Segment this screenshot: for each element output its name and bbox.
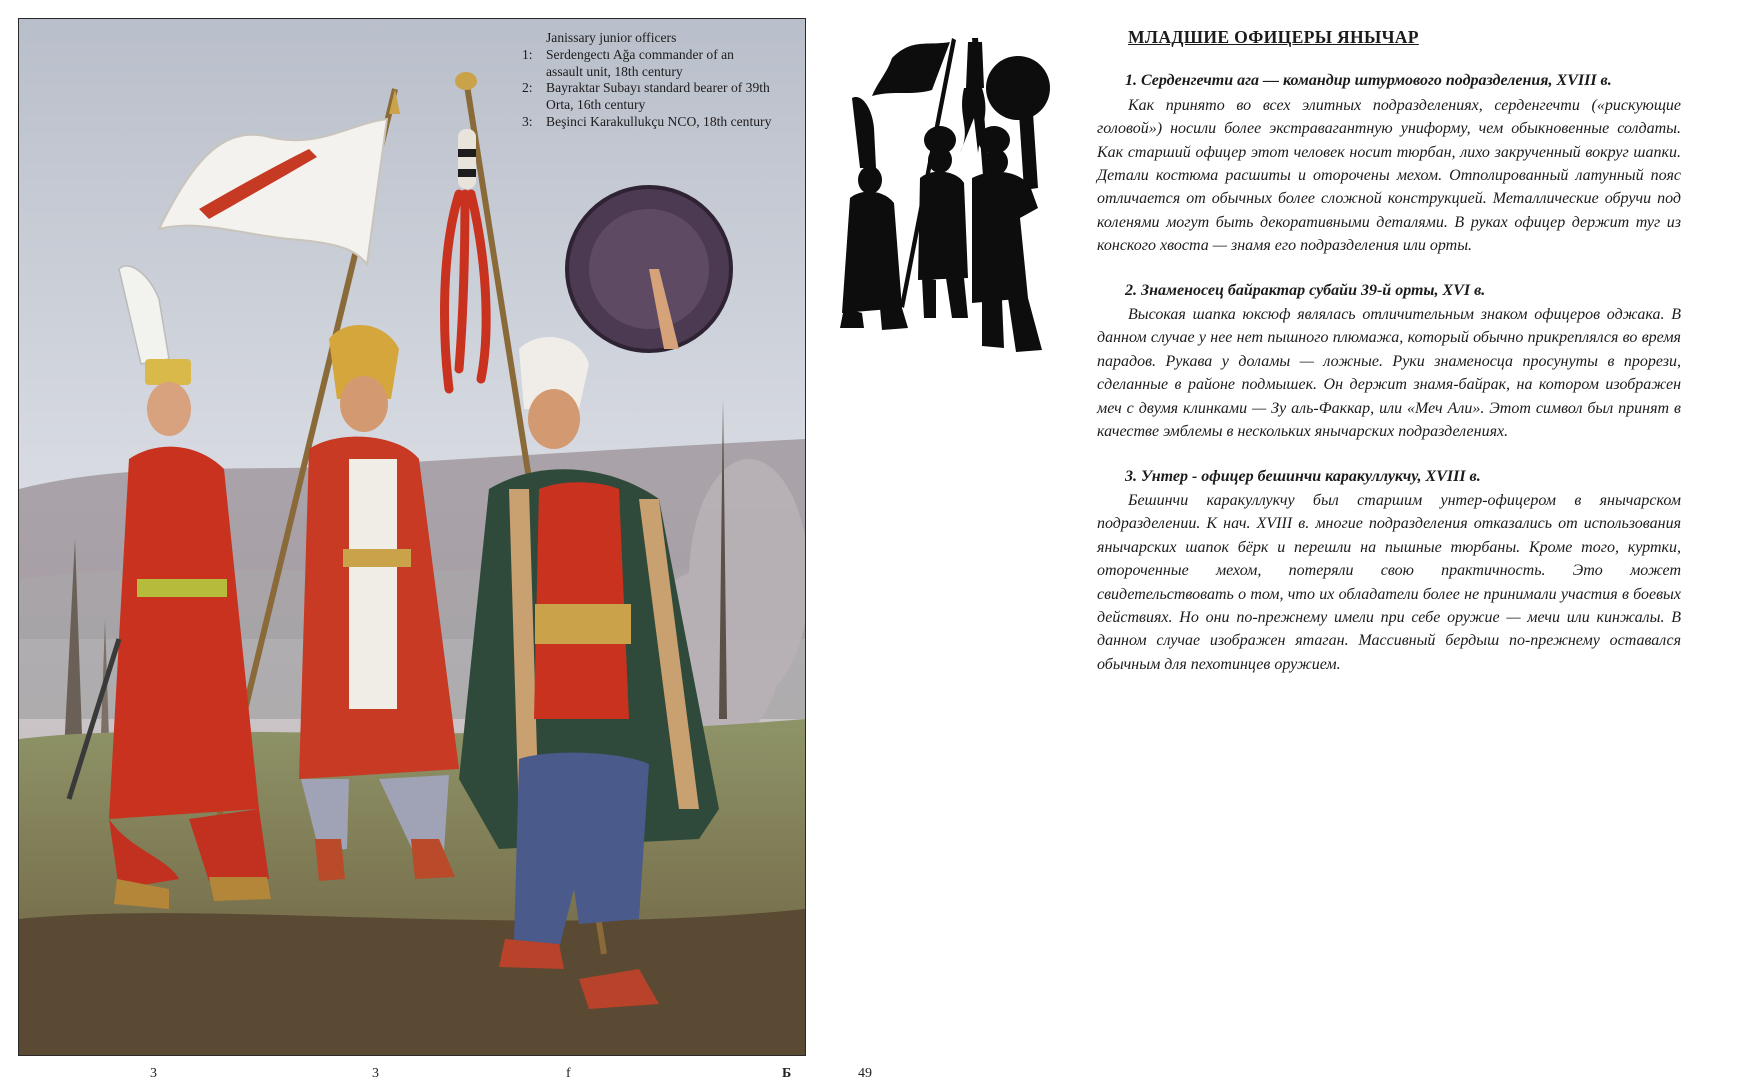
footer-fragment: f [566, 1066, 571, 1081]
silhouette-drawing [832, 28, 1084, 368]
section-body: Высокая шапка юксюф являлась отличительным знаком офицеров оджака. В данном случае у нее нет пышного плюмажа, который обычно прикреплялся во время парадов. Рукава у доламы — ложные. Руки знаменосца просунуты в прорези, сделанные в районе подмышек. Он держит знамя-байрак, на котором изображен меч с двумя клинками — Зу аль-Факкар, или «Меч Али». Этот символ был принят в качестве эмблемы в нескольких янычарских подразделениях. [1097, 306, 1681, 441]
section-heading: 1. Серденгечти ага — командир штурмового подразделения, XVIII в. [1125, 72, 1612, 90]
plate-caption-text: Beşinci Karakullukçu NCO, 18th century [546, 113, 772, 129]
section-heading: 2. Знаменосец байрактар субайи 39-й орты, XVI в. [1125, 281, 1486, 299]
page-title: МЛАДШИЕ ОФИЦЕРЫ ЯНЫЧАР [1128, 27, 1419, 47]
page-number: 49 [858, 1066, 872, 1081]
section-body: Бешинчи каракуллукчу был старшим унтер-офицером в янычарском подразделении. К нач. XVIII в. многие подразделения отказались от использования янычарских шапок бёрк и перешли на пышные тюрбаны. Кроме того, куртки, отороченные мехом, потеряли свою практичность. Это может свидетельствовать о том, что их обладатели более не принимали участия в боевых действиях. Но они по-прежнему имели при себе оружие — мечи или кинжалы. В данном случае изображен ятаган. Массивный бердыш по-прежнему оставался обычным для пехотинцев оружием. [1097, 491, 1681, 673]
footer-fragment: Б [782, 1066, 792, 1081]
section-body: Как принято во всех элитных подразделениях, серденгечти («рискующие головой») носили более экстравагантную униформу, чем обыкновенные солдаты. Как старший офицер этот человек носит тюрбан, лихо закрученный вокруг шапки. Детали костюма расшиты и оторочены мехом. Отполированный латунный пояс отличается от обычных более сложной конструкцией. Металлические обручи под коленями могут быть декоративными деталями. В руках офицер держит туг из конского хвоста — знамя его подразделения или орты. [1097, 96, 1681, 255]
plate-caption-item [522, 80, 772, 114]
janissary-painting [19, 19, 805, 1055]
footer-fragment: 3 [150, 1066, 157, 1081]
footer-fragment: 3 [372, 1066, 379, 1081]
plate-caption-number: 1: [522, 46, 533, 62]
plate-caption-title: Janissary junior officers [546, 30, 677, 45]
plate-caption-number: 2: [522, 80, 533, 96]
article-text [1097, 26, 1681, 697]
figures-silhouette [832, 28, 1084, 368]
section-heading: 3. Унтер - офицер бешинчи каракуллукчу, XVIII в. [1125, 467, 1481, 485]
illustration-plate [18, 18, 806, 1056]
plate-caption-item [522, 47, 772, 81]
plate-caption [522, 30, 772, 131]
plate-caption-text: Bayraktar Subayı standard bearer of 39th Orta, 16th century [546, 80, 770, 113]
plate-caption-item [522, 114, 772, 131]
cropped-footer [0, 1064, 1746, 1081]
plate-caption-number: 3: [522, 113, 533, 129]
plate-caption-text: Serdengectı Ağa commander of an assault unit, 18th century [546, 46, 734, 79]
